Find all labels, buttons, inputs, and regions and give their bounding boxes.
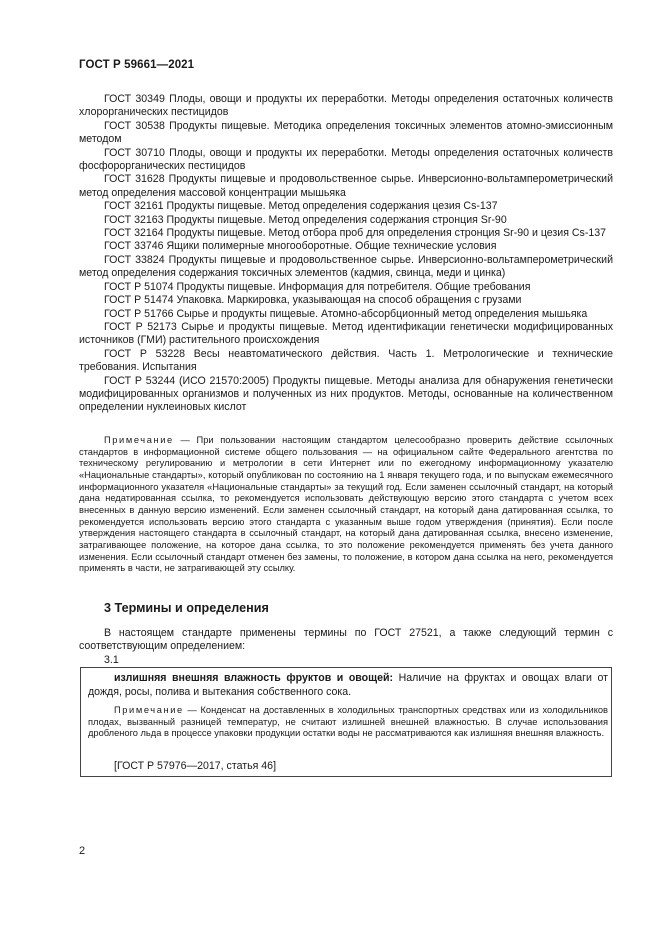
reference-item: ГОСТ Р 51474 Упаковка. Маркировка, указывающая на способ обращения с грузами <box>104 294 522 307</box>
reference-item: ГОСТ 33746 Ящики полимерные многооборотные. Общие технические условия <box>104 240 497 253</box>
note-label: Примечание <box>104 435 174 445</box>
reference-item: ГОСТ 33824 Продукты пищевые и продовольственное сырье. Инверсионно-вольтамперометрический метод определения содержания токсичных элементов (кадмия, свинца, меди и цинка) <box>79 253 613 280</box>
section-intro: В настоящем стандарте применены термины по ГОСТ 27521, а также следующий термин с соответствующим определением: <box>79 627 613 653</box>
reference-item: ГОСТ 30349 Плоды, овощи и продукты их переработки. Методы определения остаточных количеств хлорорганических пестицидов <box>79 93 613 119</box>
reference-item: ГОСТ 32161 Продукты пищевые. Метод определения содержания цезия Cs-137 <box>104 200 498 213</box>
term-definition-block <box>88 672 608 699</box>
term-number: 3.1 <box>104 654 119 666</box>
reference-item: ГОСТ Р 53228 Весы неавтоматического действия. Часть 1. Метрологические и технические требования. Испытания <box>79 347 613 374</box>
reference-item: ГОСТ 31628 Продукты пищевые и продовольственное сырье. Инверсионно-вольтамперометрический метод определения массовой концентрации мышьяка <box>79 173 613 199</box>
references-note <box>79 435 613 575</box>
reference-item: ГОСТ Р 52173 Сырье и продукты пищевые. Метод идентификации генетически модифицированных источников (ГМИ) растительного происхождения <box>79 320 613 347</box>
reference-item: ГОСТ 32164 Продукты пищевые. Метод отбора проб для определения стронция Sr-90 и цезия Cs-137 <box>104 227 607 240</box>
reference-item: ГОСТ Р 51766 Сырье и продукты пищевые. Атомно-абсорбционный метод определения мышьяка <box>104 307 588 320</box>
normative-references-list <box>79 93 613 415</box>
term-definition: Наличие на фруктах и овощах влаги от дождя, росы, полива и вытекания собственного сока. <box>88 672 608 698</box>
reference-item: ГОСТ Р 53244 (ИСО 21570:2005) Продукты пищевые. Методы анализа для обнаружения генетически модифицированных организмов и полученных из них продуктов. Методы, основанные на количественном определении нуклеиновых кислот <box>79 374 613 414</box>
reference-item: ГОСТ 32163 Продукты пищевые. Метод определения содержания стронция Sr-90 <box>104 213 507 226</box>
term-note-text: — Конденсат на доставленных в холодильных транспортных средствах или из холодильников плодах, вызванный разницей температур, не считают излишней внешней влажностью. В случае использования дробленого льда в процессе упаковки продукции остатки воды не рассматриваются как излишняя внешняя влажность. <box>88 705 608 739</box>
reference-item: ГОСТ Р 51074 Продукты пищевые. Информация для потребителя. Общие требования <box>104 280 531 293</box>
section-heading: 3 Термины и определения <box>104 601 269 615</box>
term-note-label: Примечание <box>114 705 184 715</box>
term-name: излишняя внешняя влажность фруктов и овощей: <box>114 672 394 684</box>
page-number: 2 <box>79 845 86 857</box>
term-note <box>88 705 608 740</box>
reference-item: ГОСТ 30710 Плоды, овощи и продукты их переработки. Методы определения остаточных количеств фосфорорганических пестицидов <box>79 146 613 173</box>
page-header-standard-id: ГОСТ Р 59661—2021 <box>79 59 195 71</box>
term-source: [ГОСТ Р 57976—2017, статья 46] <box>114 760 277 772</box>
note-text: — При пользовании настоящим стандартом целесообразно проверить действие ссылочных стандартов в информационной системе общего пользования — на официальном сайте Федерального агентства по техническому регулированию и метрологии в сети Интернет или по ежегодному информационному указателю «Национальные стандарты», который опубликован по состоянию на 1 января текущего года, и по выпускам ежемесячного информационного указателя «Национальные стандарты» за текущий год. Если заменен ссылочный стандарт, на который дана недатированная ссылка, то рекомендуется использовать действующую версию этого стандарта с учетом всех внесенных в данную версию изменений. Если заменен ссылочный стандарт, на который дана датированная ссылка, то рекомендуется использовать версию этого стандарта с указанным выше годом утверждения (принятия). Если после утверждения настоящего стандарта в ссылочный стандарт, на который дана датированная ссылка, внесено изменение, затрагивающее положение, на которое дана ссылка, то это положение рекомендуется применять без учета данного изменения. Если ссылочный стандарт отменен без замены, то положение, в котором дана ссылка на него, рекомендуется применять в части, не затрагивающей эту ссылку. <box>79 435 613 574</box>
reference-item: ГОСТ 30538 Продукты пищевые. Методика определения токсичных элементов атомно-эмиссионным методом <box>79 119 613 146</box>
